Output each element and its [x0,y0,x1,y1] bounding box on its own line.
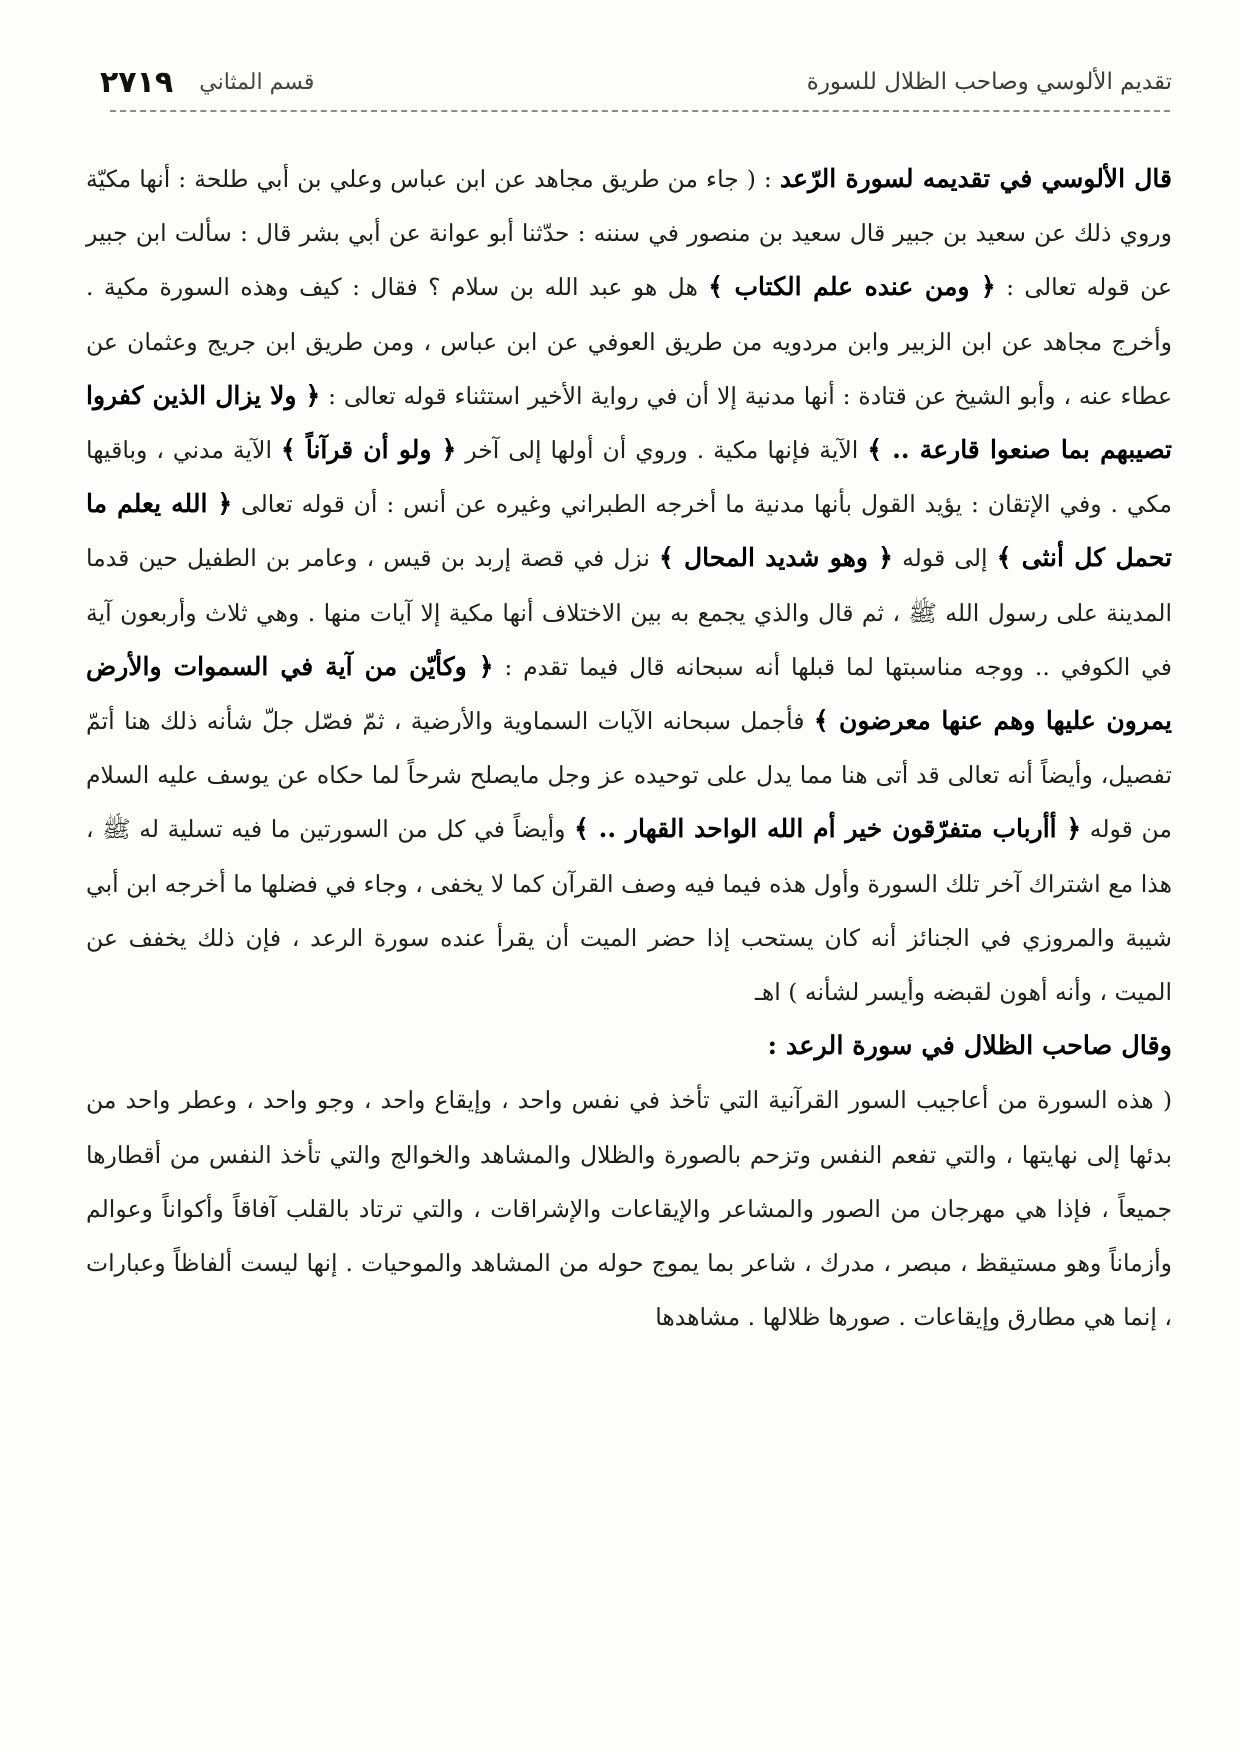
text-segment: نزل في قصة إربد بن قيس ، وعامر بن الطفيل حين قدما المدينة على رسول الله ﷺ ، ثم قال والذي يجمع به بين الاختلاف أنها مكية إلا آيات منها . وهي ثلاث وأربعون آية في الكوفي .. ووجه مناسبتها لما قبلها أنه سبحانه قال فيما تقدم : [86,544,1172,681]
main-text [86,152,1172,1344]
header-left-group [100,65,314,100]
header-divider [110,110,1170,112]
text-segment: وأيضاً في كل من السورتين ما فيه تسلية له ﷺ ، هذا مع اشتراك آخر تلك السورة وأول هذه فيما فيه وصف القرآن كما لا يخفى ، وجاء في فضلها ما أخرجه ابن أبي شيبة والمروزي في الجنائز أنه كان يستحب إذا حضر الميت أن يقرأ عنده سورة الرعد ، فإن ذلك يخفف عن الميت ، وأنه أهون لقبضه وأيسر لشأنه ) اهـ [86,815,1172,1007]
section-label: قسم المثاني [199,69,315,95]
text-segment: إلى قوله [902,544,988,573]
page-number: ٢٧١٩ [100,64,174,100]
quran-quote: ﴿ ولا يزال الذين كفروا تصيبهم بما صنعوا قارعة .. ﴾ [86,380,1172,465]
quran-quote: ﴿ وكأيّن من آية في السموات والأرض يمرون عليها وهم عنها معرضون ﴾ [86,651,1172,736]
quran-quote: ﴿ أأرباب متفرّقون خير أم الله الواحد القهار .. ﴾ [574,814,1082,844]
quran-quote: ﴿ ولو أن قرآناً ﴾ [280,435,457,465]
text-segment: الآية فإنها مكية . وروي أن أولها إلى آخر [465,436,859,465]
text-segment: فأجمل سبحانه الآيات السماوية والأرضية ، ثمّ فصّل جلّ شأنه ذلك هنا أتمّ تفصيل، وأيضاً أنه تعالى قد أتى هنا مما يدل على توحيده عز وجل مايصلح شرحاً لما حكاه عن يوسف عليه السلام من قوله [86,707,1172,844]
paragraph-zilal: ( هذه السورة من أعاجيب السور القرآنية التي تأخذ في نفس واحد ، وإيقاع واحد ، وجو واحد ، وعطر واحد من بدئها إلى نهايتها ، والتي تفعم النفس وتزحم بالصورة والظلال والمشاهد والخوالج والتي تأخذ النفس من أقطارها جميعاً ، فإذا هي مهرجان من الصور والمشاعر والإيقاعات والإشراقات ، والتي ترتاد بالقلب آفاقاً وأكواناً وعوالم وأزماناً وهو مستيقظ ، مبصر ، مدرك ، شاعر بما يموج حوله من المشاهد والموحيات . إنها ليست ألفاظاً وعبارات ، إنما هي مطارق وإيقاعات . صورها ظلالها . مشاهدها [86,1086,1172,1332]
text-segment: الآية مدني ، وباقيها مكي . وفي الإتقان : يؤيد القول بأنها مدنية ما أخرجه الطبراني وغيره عن أنس : أن قوله تعالى [86,436,1172,519]
section-heading-zilal: وقال صاحب الظلال في سورة الرعد : [767,1031,1172,1062]
running-title: تقديم الألوسي وصاحب الظلال للسورة [806,69,1172,95]
quran-quote: ﴿ ومن عنده علم الكتاب ﴾ [708,272,996,302]
page-header [100,56,1172,108]
text-segment: : ( جاء من طريق مجاهد عن ابن عباس وعلي بن أبي طلحة : أنها مكيّة وروي ذلك عن سعيد بن جبير قال سعيد بن منصور في سننه : حدّثنا أبو عوانة عن أبي بشر قال : سألت ابن جبير عن قوله تعالى : [86,165,1172,302]
alusi-intro: قال الألوسي في تقديمه لسورة الرّعد [779,164,1172,193]
quran-quote: ﴿ وهو شديد المحال ﴾ [659,543,893,573]
paragraph-alusi [86,152,1172,1019]
text-segment: هل هو عبد الله بن سلام ؟ فقال : كيف وهذه السورة مكية . وأخرج مجاهد عن ابن الزبير وابن مردويه من طريق العوفي عن ابن عباس ، ومن طريق ابن جريج وعثمان عن عطاء عنه ، وأبو الشيخ عن قتادة : أنها مدنية إلا أن في رواية الأخير استثناء قوله تعالى : [86,273,1172,410]
quran-quote: ﴿ الله يعلم ما تحمل كل أنثى ﴾ [86,489,1172,573]
